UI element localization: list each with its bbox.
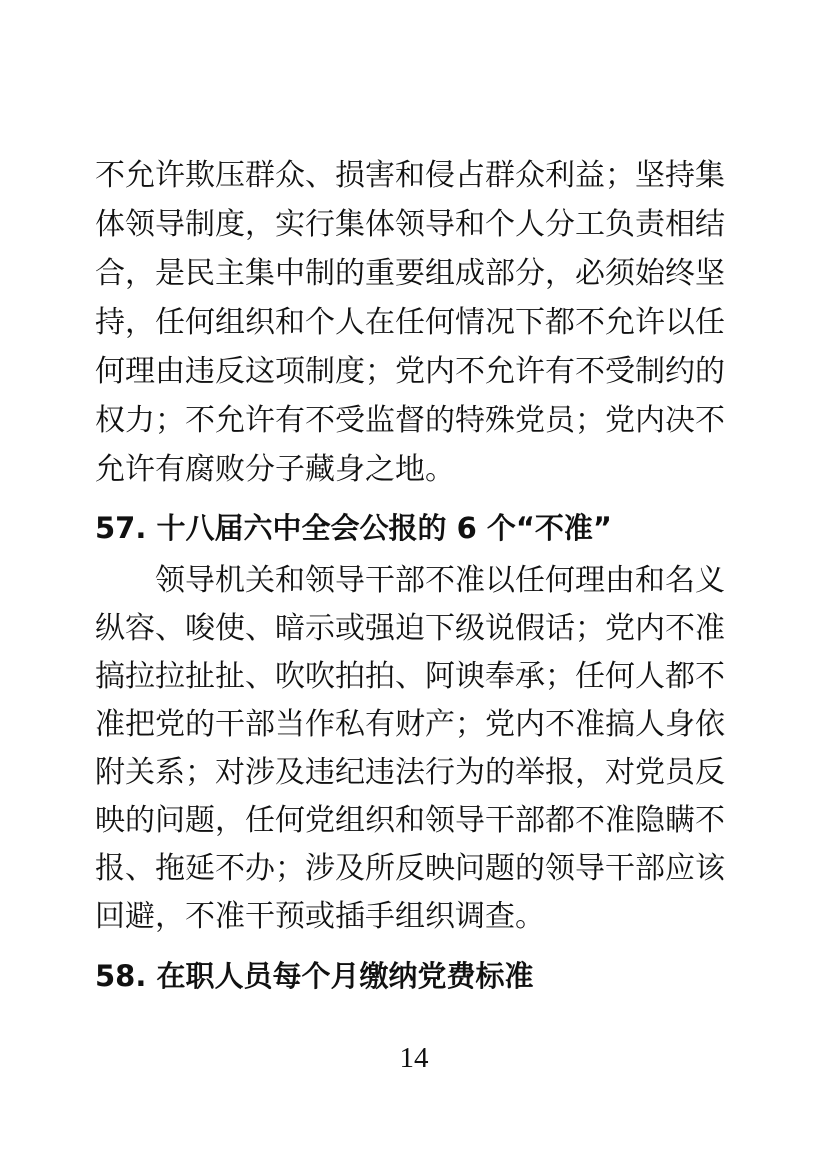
paragraph-line: 报、拖延不办；涉及所反映问题的领导干部应该 bbox=[95, 851, 725, 886]
paragraph-line: 体领导制度，实行集体领导和个人分工负责相结 bbox=[95, 207, 725, 242]
paragraph-line: 搞拉拉扯扯、吹吹拍拍、阿谀奉承；任何人都不 bbox=[95, 659, 725, 694]
paragraph-line: 附关系；对涉及违纪违法行为的举报，对党员反 bbox=[95, 755, 725, 790]
paragraph-line: 合，是民主集中制的重要组成部分，必须始终坚 bbox=[95, 256, 725, 291]
paragraph-line: 不允许欺压群众、损害和侵占群众利益；坚持集 bbox=[95, 158, 725, 193]
paragraph-line: 何理由违反这项制度；党内不允许有不受制约的 bbox=[95, 354, 725, 389]
section-heading-57: 57. 十八届六中全会公报的 6 个“不准” bbox=[95, 511, 612, 545]
section-heading-58: 58. 在职人员每个月缴纳党费标准 bbox=[95, 959, 534, 993]
paragraph-line: 映的问题，任何党组织和领导干部都不准隐瞒不 bbox=[95, 803, 725, 838]
paragraph-line: 权力；不允许有不受监督的特殊党员；党内决不 bbox=[95, 403, 725, 438]
paragraph-line: 允许有腐败分子藏身之地。 bbox=[95, 452, 455, 487]
paragraph-line: 纵容、唆使、暗示或强迫下级说假话；党内不准 bbox=[95, 611, 725, 646]
page-number: 14 bbox=[399, 1042, 429, 1074]
paragraph-line: 准把党的干部当作私有财产；党内不准搞人身依 bbox=[95, 707, 725, 742]
paragraph-line: 领导机关和领导干部不准以任何理由和名义 bbox=[155, 563, 725, 598]
paragraph-line: 回避，不准干预或插手组织调查。 bbox=[95, 899, 545, 934]
paragraph-line: 持，任何组织和个人在任何情况下都不允许以任 bbox=[95, 305, 725, 340]
